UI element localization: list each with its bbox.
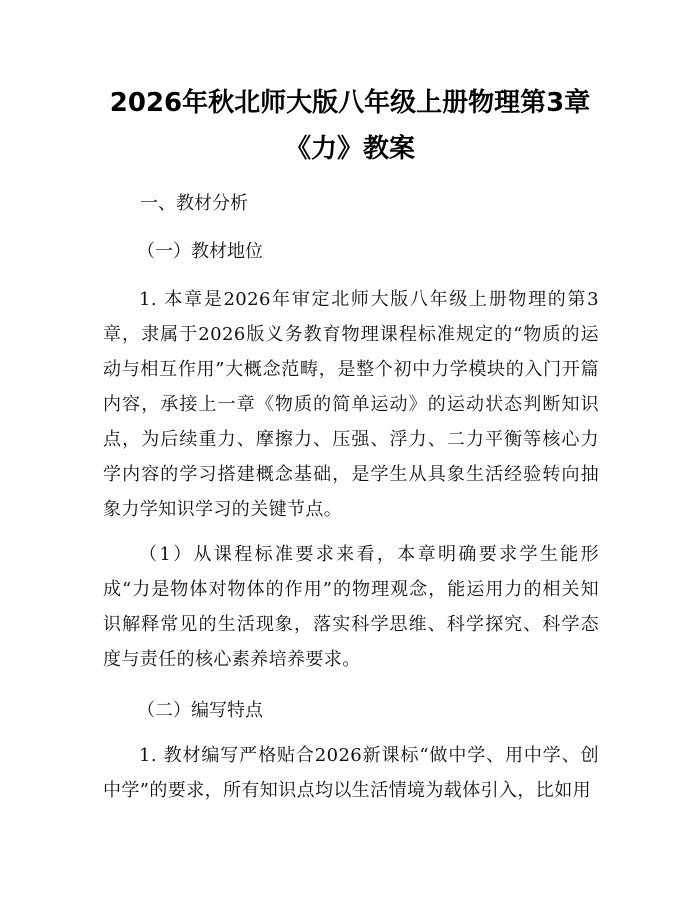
paragraph-curriculum-requirements: （1）从课程标准要求来看，本章明确要求学生能形成“力是物体对物体的作用”的物理观念，能运用力的相关知识解释常见的生活现象，落实科学思维、科学探究、科学态度与责任的核心素养培养要求。 bbox=[103, 544, 599, 670]
document-title: 2026年秋北师大版八年级上册物理第3章 bbox=[109, 88, 591, 118]
section-heading-textbook-analysis: 一、教材分析 bbox=[140, 193, 248, 214]
paragraph-writing-features: 1. 教材编写严格贴合2026新课标“做中学、用中学、创中学”的要求，所有知识点均以生活情境为载体引入，比如用 bbox=[103, 745, 599, 801]
document-subtitle: 《力》教案 bbox=[284, 134, 415, 164]
subsection-heading-writing-features: （二）编写特点 bbox=[137, 700, 263, 721]
paragraph-chapter-position: 1. 本章是2026年审定北师大版八年级上册物理的第3章，隶属于2026版义务教育物理课程标准规定的“物质的运动与相互作用”大概念范畴，是整个初中力学模块的入门开篇内容，承接上一章《物质的简单运动》的运动状态判断知识点，为后续重力、摩擦力、压强、浮力、二力平衡等核心力学内容的学习搭建概念基础，是学生从具象生活经验转向抽象力学知识学习的关键节点。 bbox=[103, 289, 599, 520]
subsection-heading-textbook-position: （一）教材地位 bbox=[137, 241, 263, 262]
